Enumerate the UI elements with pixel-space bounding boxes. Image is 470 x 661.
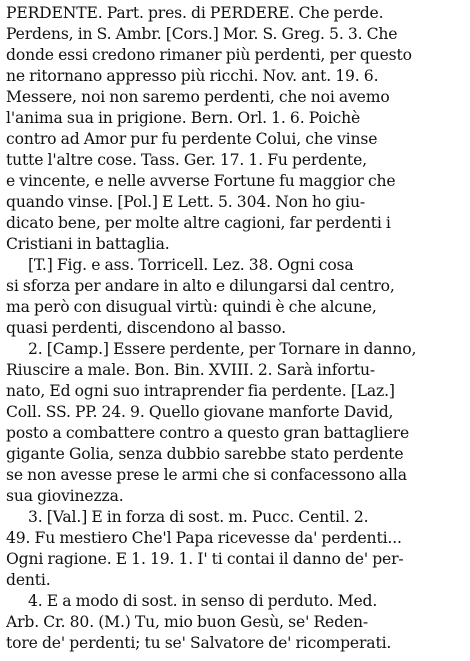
entry-line: quando vinse. [Pol.] E Lett. 5. 304. Non ho giu- [6, 193, 365, 211]
entry-line: Messere, noi non saremo perdenti, che noi avemo [6, 88, 390, 106]
entry-line: dicato bene, per molte altre cagioni, far perdenti i [6, 214, 391, 232]
entry-line: donde essi credono rimaner più perdenti, per questo [6, 46, 412, 64]
entry-line: [T.] Fig. e ass. Torricell. Lez. 38. Ogni cosa [28, 256, 354, 274]
entry-line: quasi perdenti, discendono al basso. [6, 319, 286, 337]
entry-line: tore de' perdenti; tu se' Salvatore de' ricomperati. [6, 634, 392, 652]
entry-line: nato, Ed ogni suo intraprender fia perdente. [Laz.] [6, 382, 395, 400]
entry-line: PERDENTE. Part. pres. di PERDERE. Che perde. [6, 4, 384, 22]
entry-line: 3. [Val.] E in forza di sost. m. Pucc. Centil. 2. [28, 508, 369, 526]
entry-line: l'anima sua in prigione. Bern. Orl. 1. 6. Poichè [6, 109, 361, 127]
entry-line: posto a combattere contro a questo gran battagliere [6, 424, 410, 442]
dictionary-page [6, 2, 464, 659]
entry-line: e vincente, e nelle avverse Fortune fu maggior che [6, 172, 396, 190]
entry-line: si sforza per andare in alto e dilungarsi dal centro, [6, 277, 395, 295]
entry-line: Cristiani in battaglia. [6, 235, 170, 253]
entry-line: denti. [6, 571, 51, 589]
entry-line: 4. E a modo di sost. in senso di perduto. Med. [28, 592, 378, 610]
entry-line: contro ad Amor pur fu perdente Colui, che vinse [6, 130, 378, 148]
entry-line: 49. Fu mestiero Che'l Papa ricevesse da' perdenti... [6, 529, 402, 547]
entry-line: ma però con disugual virtù: quindi è che alcune, [6, 298, 377, 316]
entry-line: Riuscire a male. Bon. Bin. XVIII. 2. Sarà infortu- [6, 361, 376, 379]
entry-line: gigante Golia, senza dubbio sarebbe stato perdente [6, 445, 404, 463]
entry-line: ne ritornano appresso più ricchi. Nov. ant. 19. 6. [6, 67, 379, 85]
entry-line: 2. [Camp.] Essere perdente, per Tornare in danno, [28, 340, 417, 358]
entry-line: sua giovinezza. [6, 487, 124, 505]
entry-line: Ogni ragione. E 1. 19. 1. I' ti contai il danno de' per- [6, 550, 404, 568]
entry-line: Arb. Cr. 80. (M.) Tu, mio buon Gesù, se' Reden- [6, 613, 369, 631]
entry-line: se non avesse prese le armi che si confacessono alla [6, 466, 407, 484]
entry-line: Perdens, in S. Ambr. [Cors.] Mor. S. Greg. 5. 3. Che [6, 25, 398, 43]
entry-line: Coll. SS. PP. 24. 9. Quello giovane manforte David, [6, 403, 394, 421]
entry-line: tutte l'altre cose. Tass. Ger. 17. 1. Fu perdente, [6, 151, 367, 169]
